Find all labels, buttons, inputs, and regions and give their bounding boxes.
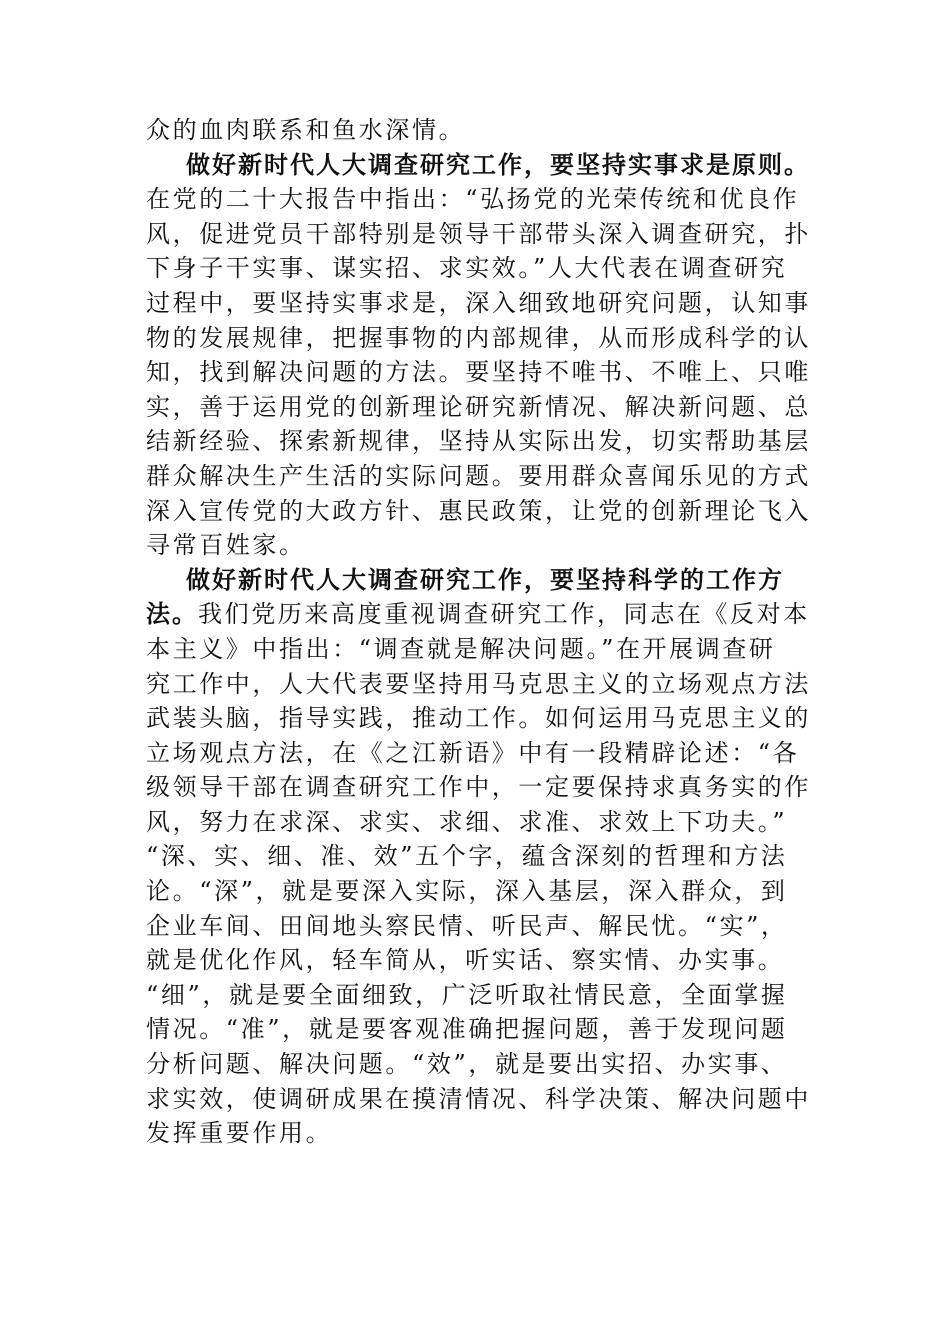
text-line: 情况。“准”，就是要客观准确把握问题，善于发现问题 (146, 1015, 788, 1044)
paragraph-scientific-method (146, 563, 811, 1151)
text-line: 深入宣传党的大政方针、惠民政策，让党的创新理论飞入 (146, 496, 811, 525)
paragraph-intro-tail (146, 113, 806, 148)
text-line: 风，促进党员干部特别是领导干部带头深入调查研究，扑 (146, 219, 811, 248)
text-line-rest: 我们党历来高度重视调查研究工作，同志在《反对本 (198, 600, 810, 629)
text-line: 群众解决生产生活的实际问题。要用群众喜闻乐见的方式 (146, 461, 811, 490)
text-line: 下身子干实事、谋实招、求实效。”人大代表在调查研究 (146, 254, 788, 283)
paragraph-heading-tail: 法。 (146, 599, 198, 629)
text-line: 在党的二十大报告中指出：“弘扬党的光荣传统和优良作 (146, 185, 800, 214)
text-line: 论。“深”，就是要深入实际，深入基层，深入群众，到 (146, 877, 788, 906)
text-line: 级领导干部在调查研究工作中，一定要保持求真务实的作 (146, 773, 811, 802)
text-line: 知，找到解决问题的方法。要坚持不唯书、不唯上、只唯 (146, 358, 811, 387)
text-line (146, 597, 810, 632)
text-line: 就是优化作风，轻车简从，听实话、察实情、办实事。 (146, 946, 785, 975)
text-line: 武装头脑，指导实践，推动工作。如何运用马克思主义的 (146, 704, 811, 733)
text-line: 立场观点方法，在《之江新语》中有一段精辟论述：“各 (146, 738, 800, 767)
text-line: 本主义》中指出：“调查就是解决问题。”在开展调查研 (146, 634, 776, 663)
text-line: 实，善于运用党的创新理论研究新情况、解决新问题、总 (146, 392, 811, 421)
text-line: “深、实、细、准、效”五个字，蕴含深刻的哲理和方法 (146, 842, 788, 871)
document-body (146, 113, 811, 1151)
text-line: 风，努力在求深、求实、求细、求准、求效上下功夫。” (146, 807, 788, 836)
text-line: 分析问题、解决问题。“效”，就是要出实招、办实事、 (146, 1050, 788, 1079)
text-line: 究工作中，人大代表要坚持用马克思主义的立场观点方法 (146, 669, 811, 698)
text-line: 发挥重要作用。 (146, 1119, 333, 1148)
text-line: 求实效，使调研成果在摸清情况、科学决策、解决问题中 (146, 1084, 811, 1113)
text-line: 结新经验、探索新规律，坚持从实际出发，切实帮助基层 (146, 427, 811, 456)
paragraph-heading: 做好新时代人大调查研究工作，要坚持实事求是原则。 (186, 149, 810, 179)
paragraph-seek-truth (146, 148, 811, 563)
text-line: 寻常百姓家。 (146, 531, 306, 560)
paragraph-heading: 做好新时代人大调查研究工作，要坚持科学的工作方 (186, 564, 784, 594)
text-line: “细”，就是要全面细致，广泛听取社情民意，全面掌握 (146, 980, 788, 1009)
text-line: 众的血肉联系和鱼水深情。 (146, 116, 466, 144)
text-line: 过程中，要坚持实事求是，深入细致地研究问题，认知事 (146, 288, 811, 317)
text-line: 物的发展规律，把握事物的内部规律，从而形成科学的认 (146, 323, 811, 352)
text-line: 企业车间、田间地头察民情、听民声、解民忧。“实”， (146, 911, 788, 940)
